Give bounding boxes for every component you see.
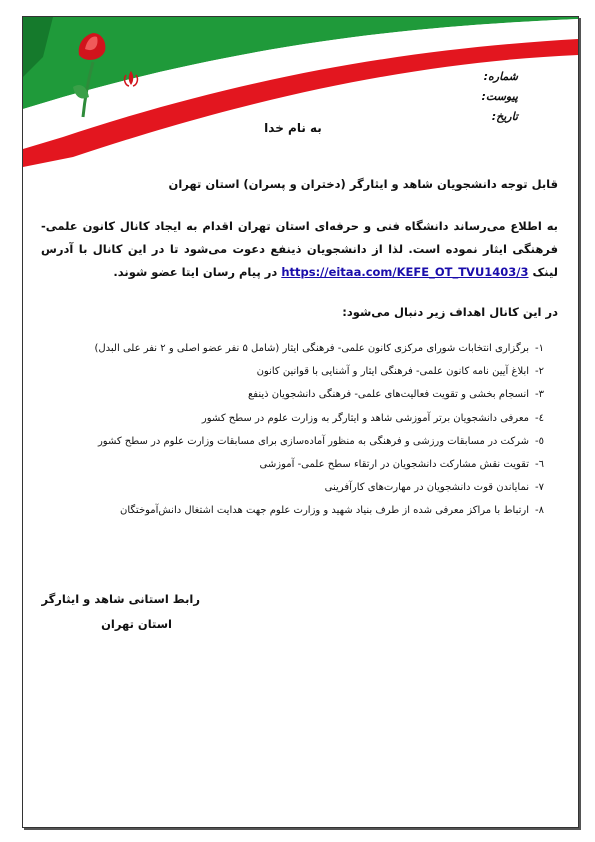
- list-item-number: ٦-: [535, 458, 544, 470]
- list-item-number: ۳-: [535, 389, 544, 401]
- list-item-number: ۲-: [535, 366, 544, 378]
- list-item: [73, 499, 544, 522]
- list-item: [73, 476, 544, 499]
- list-item-number: ۸-: [535, 505, 544, 517]
- attachment-field-label: پیوست:: [481, 90, 518, 103]
- list-item: [73, 430, 544, 453]
- signature-block: [41, 587, 200, 637]
- channel-link[interactable]: https://eitaa.com/KEFE_OT_TVU1403/3: [281, 265, 529, 279]
- list-item-number: ٥-: [535, 435, 544, 447]
- list-item-text: ابلاغ آیین نامه کانون علمی- فرهنگی ایثار و آشنایی با قوانین کانون: [256, 366, 530, 378]
- list-item: [73, 407, 544, 430]
- letter-page: [22, 16, 579, 828]
- list-item-text: شرکت در مسابقات ورزشی و فرهنگی به منظور آماده‌سازی برای مسابقات وزارت علوم در سطح کشور: [97, 435, 530, 447]
- audience-line: قابل توجه دانشجویان شاهد و ایثارگر (دختران و پسران) استان تهران: [168, 177, 558, 191]
- list-item-text: نمایاندن قوت دانشجویان در مهارت‌های کارآفرینی: [324, 482, 530, 494]
- list-item-text: ارتباط با مراکز معرفی شده از طرف بنیاد شهید و وزارت علوم جهت هدایت اشتغال دانش‌آموختگان: [120, 505, 530, 517]
- list-item-number: ٤-: [535, 412, 544, 424]
- list-item: [73, 360, 544, 383]
- list-item-text: معرفی دانشجویان برتر آموزشی شاهد و ایثارگر به وزارت علوم در سطح کشور: [201, 412, 530, 424]
- list-item-number: ۷-: [535, 482, 544, 494]
- list-item-number: ۱-: [535, 343, 544, 354]
- list-item-text: برگزاری انتخابات شورای مرکزی کانون علمی- فرهنگی ایثار (شامل ۵ نفر عضو اصلی و ۲ نفر علی البدل): [94, 343, 530, 354]
- list-item-text: تقویت نقش مشارکت دانشجویان در ارتقاء سطح علمی- آموزشی: [259, 458, 530, 470]
- intro-paragraph: [41, 215, 558, 284]
- goals-title: در این کانال اهداف زیر دنبال می‌شود:: [342, 305, 558, 319]
- list-item: [73, 453, 544, 476]
- goals-list: [73, 337, 544, 523]
- list-item: [73, 337, 544, 360]
- list-item-text: انسجام بخشی و تقویت فعالیت‌های علمی- فرهنگی دانشجویان ذینفع: [247, 389, 530, 401]
- intro-text: به اطلاع می‌رساند دانشگاه فنی و حرفه‌ای استان تهران اقدام به ایجاد کانال کانون علمی- فرهنگی ایثار نموده است. لذا از دانشجویان ذینفع دعوت می‌شود تا در این کانال با آدرس لینک: [41, 219, 558, 279]
- bismillah-heading: به نام خدا: [264, 121, 322, 135]
- header-fields: [482, 67, 518, 127]
- number-field-label: شماره:: [483, 70, 518, 83]
- intro-tail: در پیام رسان ایتا عضو شوند.: [113, 265, 278, 279]
- signature-line-2: استان تهران: [101, 617, 172, 631]
- signature-line-1: رابط استانی شاهد و ایثارگر: [41, 592, 200, 606]
- list-item: [73, 383, 544, 406]
- date-field-label: تاریخ:: [491, 110, 518, 123]
